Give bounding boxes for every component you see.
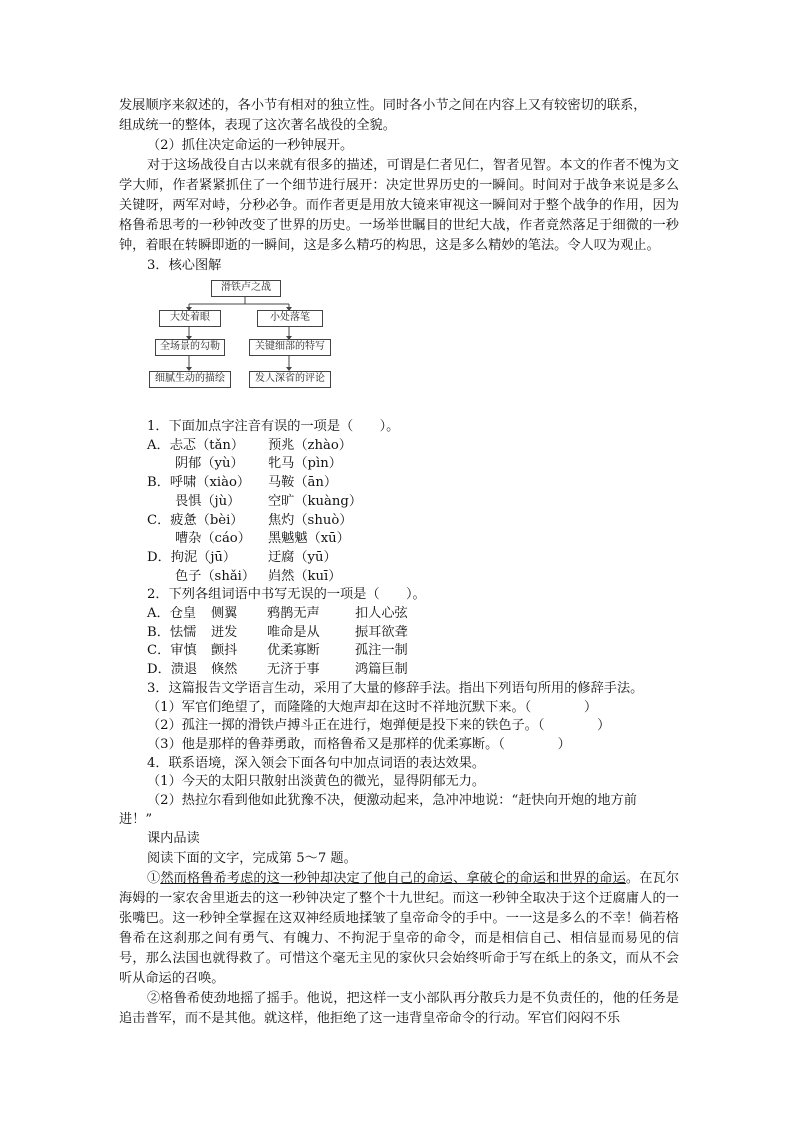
q1-option-d: D．拘泥（jū） 迂腐（yū） <box>147 549 337 565</box>
reading-paragraph-1: ①然而格鲁希考虑的这一秒钟却决定了他自己的命运、拿破仑的命运和世界的命运。在瓦尔海姆的一家农舍里逝去的这一秒钟决定了整个十九世纪。而这一秒钟全取决于这个迂腐庸人的一张嘴巴。这一秒钟全掌握在这双神经质地揉皱了皇帝命令的手中。一一这是多么的不幸！倘若格鲁希在这刹那之间有勇气、有魄力、不拘泥于皇帝的命令，而是相信自己、相信显而易见的信号，那么法国也就得救了。可惜这个毫无主见的家伙只会始终听命于写在纸上的条文，而从不会听从命运的召唤。 <box>119 871 680 987</box>
section-heading-2: （2）抓住决定命运的一秒钟展开。 <box>147 138 354 153</box>
q4-stem: 4．联系语境，深入领会下面各句中加点词语的表达效果。 <box>147 755 486 771</box>
q1-option-c: C．疲惫（bèi） 焦灼（shuò） <box>147 512 353 528</box>
q1-option-b: B．呼啸（xiào） 马鞍（ān） <box>147 475 338 491</box>
diagram-right-3: 发人深省的评论 <box>249 371 331 388</box>
q4-sentence-2: （2）热拉尔看到他如此犹豫不决，便激动起来，急冲冲地说：“赶快向开炮的地方前 <box>147 793 637 809</box>
q3-stem: 3．这篇报告文学语言生动，采用了大量的修辞手法。指出下列语句所用的修辞手法。 <box>147 680 644 696</box>
q1-option-b-2: 畏惧（jù） 空旷（kuàng） <box>175 493 363 509</box>
q2-stem: 2．下列各组词语中书写无误的一项是（ ）。 <box>147 587 426 603</box>
q1-option-c-2: 嘈杂（cáo） 黑魆魆（xū） <box>175 531 350 547</box>
intro-line-1: 发展顺序来叙述的，各小节有相对的独立性。同时各小节之间在内容上又有较密切的联系， <box>119 98 647 113</box>
diagram-left-3: 细腻生动的描绘 <box>149 371 231 388</box>
reading-instruction: 阅读下面的文字，完成第 5～7 题。 <box>147 851 357 867</box>
question-3 <box>119 680 679 755</box>
analysis-paragraph: 对于这场战役自古以来就有很多的描述，可谓是仁者见仁，智者见智。本文的作者不愧为文学大师，作者紧紧抓住了一个细节进行展开：决定世界历史的一瞬间。时间对于战争来说是多么关键呀，两军对峙，分秒必争。而作者更是用放大镜来审视这一瞬间对于整个战争的作用，因为格鲁希思考的一秒钟改变了世界的历史。一场举世瞩目的世纪大战，作者竟然落足于细微的一秒钟，着眼在转瞬即逝的一瞬间，这是多么精巧的构思，这是多么精妙的笔法。令人叹为观止。 <box>119 158 679 253</box>
q1-stem: 1．下面加点字注音有误的一项是（ ）。 <box>147 419 400 434</box>
q1-option-d-2: 色子（shǎi） 岿然（kuī） <box>175 568 342 584</box>
diagram-right-2: 关键细部的特写 <box>249 339 331 356</box>
q3-sentence-3: （3）他是那样的鲁莽勇敢，而格鲁希又是那样的优柔寡断。（ ） <box>147 736 571 752</box>
q3-sentence-1: （1）军官们绝望了，而隆隆的大炮声却在这时不祥地沉默下来。（ ） <box>147 699 598 715</box>
core-diagram <box>119 278 679 398</box>
diagram-left: 大处着眼 <box>159 310 221 327</box>
q3-sentence-2: （2）孤注一掷的滑铁卢搏斗正在进行，炮弹便是投下来的铁色子。（ ） <box>147 718 611 734</box>
reading-paragraph-2: ②格鲁希使劲地摇了摇手。他说，把这样一支小部队再分散兵力是不负责任的，他的任务是追击普军，而不是其他。就这样，他拒绝了这一违背皇帝命令的行动。军官们闷闷不乐 <box>119 991 679 1027</box>
q2-option-a: A．仓皇 侧翼 鸦鹊无声 扣人心弦 <box>147 606 408 622</box>
reading-heading: 课内品读 <box>147 831 200 847</box>
underlined-sentence: 然而格鲁希考虑的这一秒钟却决定了他自己的命运、拿破仑的命运和世界的命运 <box>160 871 626 887</box>
q2-option-b: B．怯懦 迸发 唯命是从 振耳欲聋 <box>147 624 408 640</box>
question-2 <box>119 586 679 680</box>
document-page <box>119 96 679 1029</box>
reading-section <box>119 829 679 1029</box>
q2-option-d: D．溃退 倏然 无济于事 鸿篇巨制 <box>147 662 408 678</box>
q4-sentence-1: （1）今天的太阳只散射出淡黄色的微光，显得阴郁无力。 <box>147 774 486 790</box>
diagram-right: 小处落笔 <box>257 310 323 327</box>
question-1 <box>119 418 679 586</box>
section-heading-3: 3．核心图解 <box>147 258 222 273</box>
diagram-root: 滑铁卢之战 <box>211 280 281 297</box>
q1-option-a: A．忐忑（tǎn） 预兆（zhào） <box>147 437 352 453</box>
q1-option-a-2: 阴郁（yù） 牝马（pìn） <box>175 456 342 472</box>
intro-line-2: 组成统一的整体，表现了这次著名战役的全貌。 <box>119 118 396 133</box>
q2-option-c: C．审慎 颤抖 优柔寡断 孤注一制 <box>147 643 408 659</box>
q4-sentence-2-cont: 进！” <box>119 811 153 827</box>
question-4 <box>119 755 679 830</box>
diagram-left-2: 全场景的勾勒 <box>155 339 225 356</box>
